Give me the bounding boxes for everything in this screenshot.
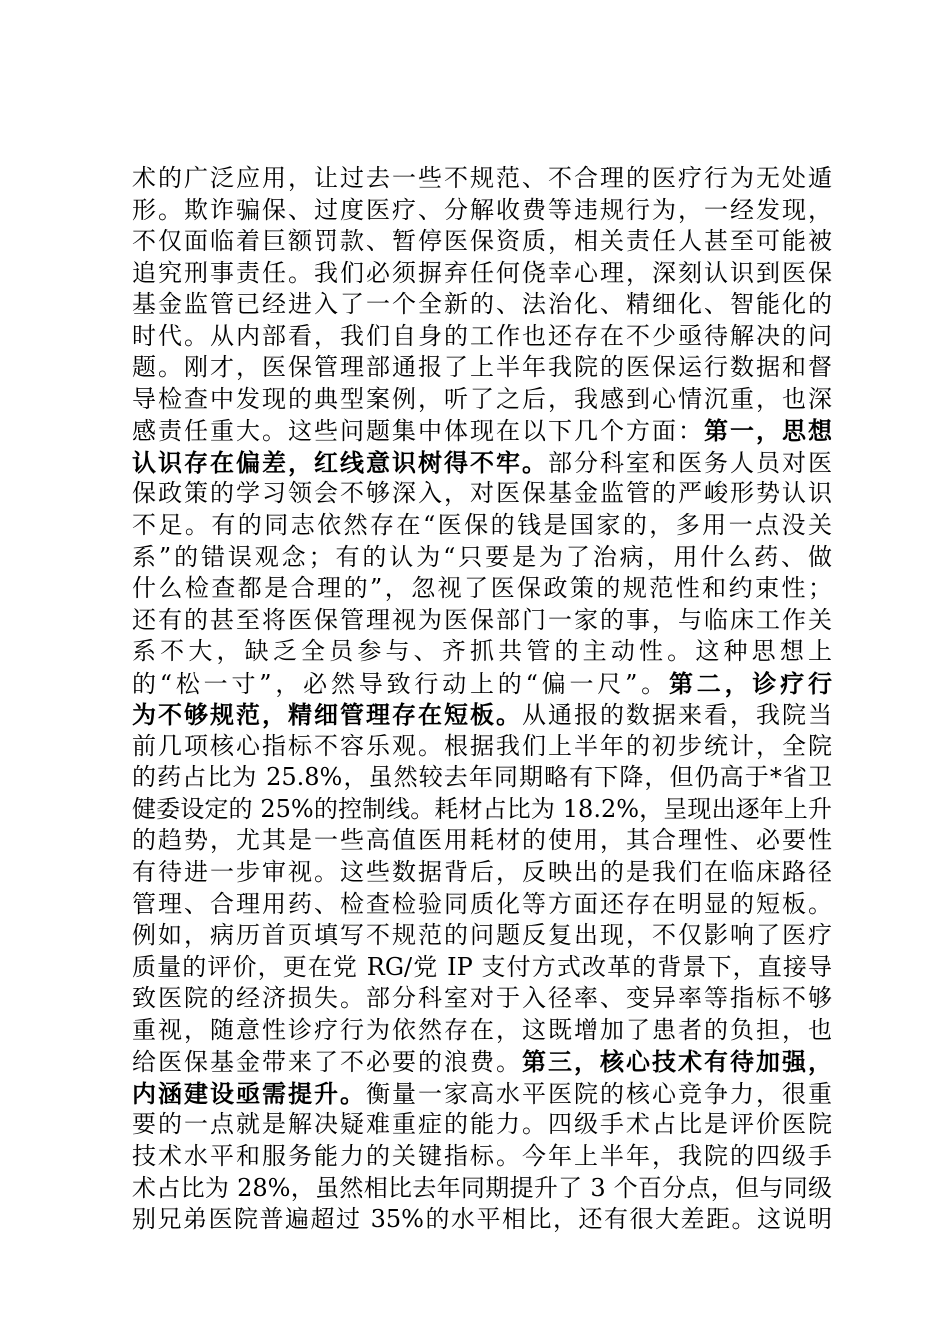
text-line	[132, 195, 832, 227]
text-run: 前几项核心指标不容乐观。根据我们上半年的初步统计，全院	[132, 731, 832, 760]
text-line	[132, 415, 832, 447]
text-line	[132, 352, 832, 384]
text-run: 什么检查都是合理的”，忽视了医保政策的规范性和约束性；	[132, 574, 832, 603]
text-run: 衡量一家高水平医院的核心竞争力，很重	[366, 1079, 832, 1108]
text-run: 基金监管已经进入了一个全新的、法治化、精细化、智能化的	[132, 290, 832, 319]
text-line	[132, 983, 832, 1015]
text-run: 时代。从内部看，我们自身的工作也还存在不少亟待解决的问	[132, 321, 832, 350]
text-run: 的“松一寸”，必然导致行动上的“偏一尺”。	[132, 669, 669, 698]
bold-heading-text: 第三，核心技术有待加强，	[522, 1047, 832, 1077]
text-run: 从通报的数据来看，我院当	[522, 701, 832, 730]
text-run: 技术水平和服务能力的关键指标。今年上半年，我院的四级手	[132, 1141, 832, 1170]
text-line	[132, 1141, 832, 1173]
text-run: 保政策的学习领会不够深入，对医保基金监管的严峻形势认识	[132, 479, 832, 508]
text-run: 系”的错误观念；有的认为“只要是为了治病，用什么药、做	[132, 542, 832, 571]
text-line	[132, 226, 832, 258]
text-run: 的药占比为 25.8%，虽然较去年同期略有下降，但仍高于*省卫	[132, 763, 832, 792]
text-run: 追究刑事责任。我们必须摒弃任何侥幸心理，深刻认识到医保	[132, 258, 832, 287]
text-run: 别兄弟医院普遍超过 35%的水平相比，还有很大差距。这说明	[132, 1205, 832, 1234]
text-line	[132, 731, 832, 763]
text-run: 重视，随意性诊疗行为依然存在，这既增加了患者的负担，也	[132, 1015, 832, 1044]
text-line	[132, 1109, 832, 1141]
text-run: 质量的评价，更在党 RG/党 IP 支付方式改革的背景下，直接导	[132, 952, 832, 981]
text-line	[132, 636, 832, 668]
text-line	[132, 447, 832, 479]
text-line	[132, 510, 832, 542]
text-run: 形。欺诈骗保、过度医疗、分解收费等违规行为，一经发现，	[132, 195, 832, 224]
text-line	[132, 1204, 832, 1236]
text-line	[132, 1078, 832, 1110]
text-line	[132, 920, 832, 952]
text-line	[132, 952, 832, 984]
text-line	[132, 1046, 832, 1078]
text-line	[132, 321, 832, 353]
bold-heading-text: 认识存在偏差，红线意识树得不牢。	[132, 447, 548, 477]
text-run: 术的广泛应用，让过去一些不规范、不合理的医疗行为无处遁	[132, 164, 832, 192]
text-run: 部分科室和医务人员对医	[548, 448, 832, 477]
bold-heading-text: 内涵建设亟需提升。	[132, 1078, 366, 1108]
text-run: 术占比为 28%，虽然相比去年同期提升了 3 个百分点，但与同级	[132, 1173, 832, 1202]
text-line	[132, 289, 832, 321]
text-run: 健委设定的 25%的控制线。耗材占比为 18.2%，呈现出逐年上升	[132, 794, 832, 823]
text-run: 不足。有的同志依然存在“医保的钱是国家的，多用一点没关	[132, 511, 832, 540]
text-run: 例如，病历首页填写不规范的问题反复出现，不仅影响了医疗	[132, 921, 832, 950]
text-line	[132, 825, 832, 857]
body-text	[132, 163, 832, 1236]
text-run: 导检查中发现的典型案例，听了之后，我感到心情沉重，也深	[132, 384, 832, 413]
bold-heading-text: 为不够规范，精细管理存在短板。	[132, 700, 522, 730]
text-run: 还有的甚至将医保管理视为医保部门一家的事，与临床工作关	[132, 605, 832, 634]
text-run: 要的一点就是解决疑难重症的能力。四级手术占比是评价医院	[132, 1110, 832, 1139]
text-run: 给医保基金带来了不必要的浪费。	[132, 1048, 522, 1077]
text-line	[132, 668, 832, 700]
text-line	[132, 699, 832, 731]
text-line	[132, 163, 832, 195]
text-run: 有待进一步审视。这些数据背后，反映出的是我们在临床路径	[132, 858, 832, 887]
text-line	[132, 478, 832, 510]
text-line	[132, 573, 832, 605]
bold-heading-text: 第二，诊疗行	[668, 668, 832, 698]
text-line	[132, 258, 832, 290]
text-run: 题。刚才，医保管理部通报了上半年我院的医保运行数据和督	[132, 353, 832, 382]
text-run: 感责任重大。这些问题集中体现在以下几个方面：	[132, 417, 704, 446]
text-line	[132, 889, 832, 921]
text-run: 管理、合理用药、检查检验同质化等方面还存在明显的短板。	[132, 889, 832, 918]
bold-heading-text: 第一，思想	[704, 416, 832, 446]
text-line	[132, 384, 832, 416]
text-line	[132, 1173, 832, 1205]
text-line	[132, 794, 832, 826]
text-line	[132, 1015, 832, 1047]
text-line	[132, 762, 832, 794]
text-line	[132, 857, 832, 889]
text-line	[132, 605, 832, 637]
text-run: 的趋势，尤其是一些高值医用耗材的使用，其合理性、必要性	[132, 826, 832, 855]
text-line	[132, 542, 832, 574]
text-run: 致医院的经济损失。部分科室对于入径率、变异率等指标不够	[132, 984, 832, 1013]
text-run: 系不大，缺乏全员参与、齐抓共管的主动性。这种思想上	[132, 637, 832, 666]
text-run: 不仅面临着巨额罚款、暂停医保资质，相关责任人甚至可能被	[132, 227, 832, 256]
